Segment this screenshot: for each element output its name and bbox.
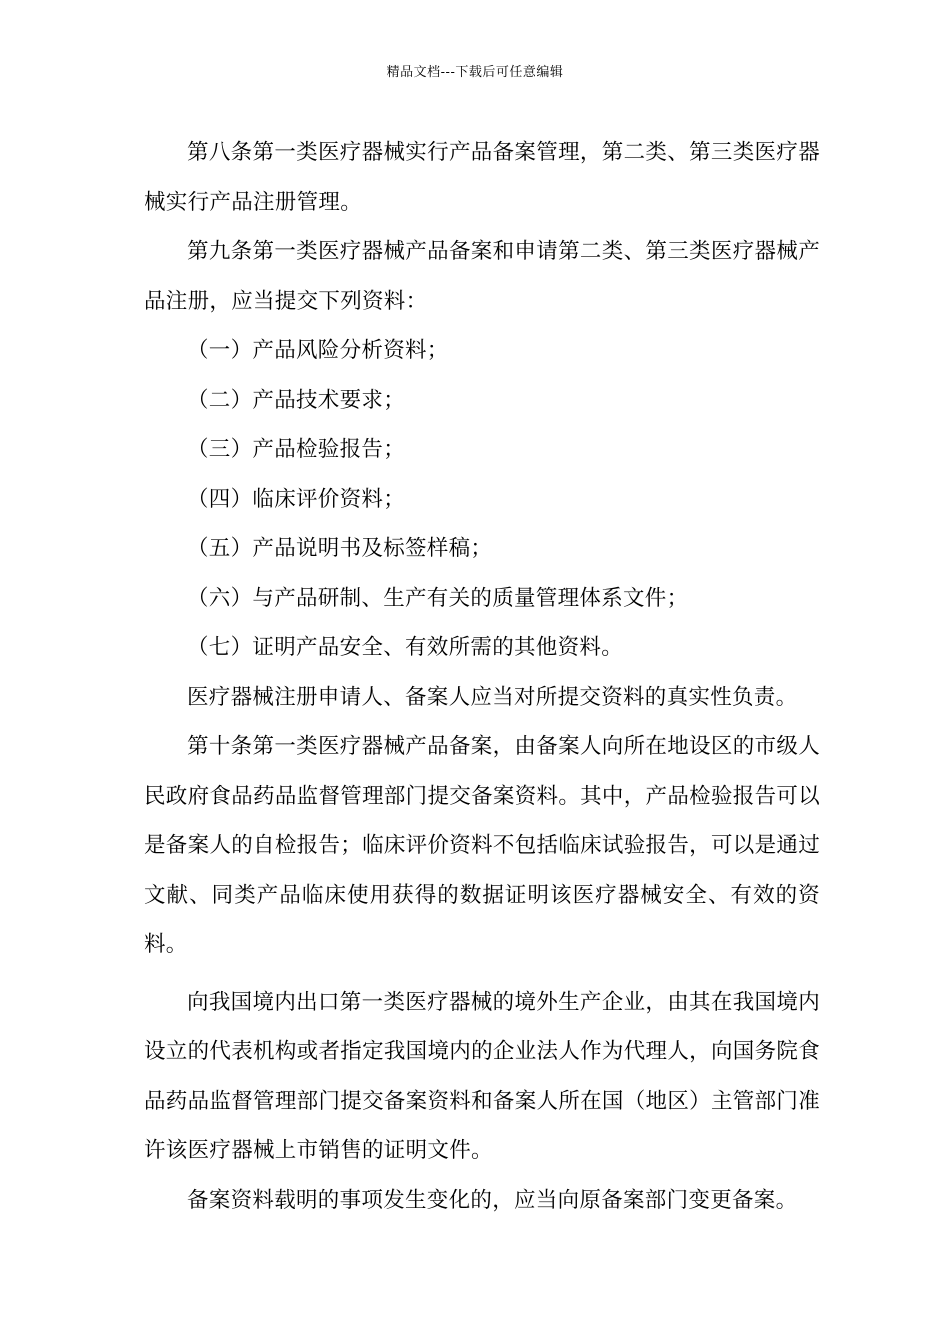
list-item-5: （五）产品说明书及标签样稿； bbox=[187, 536, 493, 561]
list-item-3: （三）产品检验报告； bbox=[187, 437, 406, 462]
paragraph-foreign-enterprise: 向我国境内出口第一类医疗器械的境外生产企业，由其在我国境内设立的代表机构或者指定我国境内的企业法人作为代理人，向国务院食品药品监督管理部门提交备案资料和备案人所在国（地区）主管部门准许该医疗器械上市销售的证明文件。 bbox=[144, 989, 820, 1163]
page-header: 精品文档---下载后可任意编辑 bbox=[386, 65, 564, 80]
paragraph-article-8: 第八条第一类医疗器械实行产品备案管理，第二类、第三类医疗器械实行产品注册管理。 bbox=[144, 140, 820, 215]
document-body bbox=[144, 128, 820, 1225]
paragraph-article-10: 第十条第一类医疗器械产品备案，由备案人向所在地设区的市级人民政府食品药品监督管理部门提交备案资料。其中，产品检验报告可以是备案人的自检报告；临床评价资料不包括临床试验报告，可以是通过文献、同类产品临床使用获得的数据证明该医疗器械安全、有效的资料。 bbox=[144, 734, 820, 957]
list-item-1: （一）产品风险分析资料； bbox=[187, 338, 449, 363]
paragraph-change-filing: 备案资料载明的事项发生变化的，应当向原备案部门变更备案。 bbox=[187, 1187, 798, 1213]
list-item-2: （二）产品技术要求； bbox=[187, 387, 406, 413]
paragraph-responsibility: 医疗器械注册申请人、备案人应当对所提交资料的真实性负责。 bbox=[187, 684, 798, 710]
paragraph-article-9: 第九条第一类医疗器械产品备案和申请第二类、第三类医疗器械产品注册，应当提交下列资料： bbox=[144, 239, 820, 314]
list-item-4: （四）临床评价资料； bbox=[187, 486, 406, 512]
list-item-6: （六）与产品研制、生产有关的质量管理体系文件； bbox=[187, 585, 689, 611]
list-item-7: （七）证明产品安全、有效所需的其他资料。 bbox=[187, 635, 624, 660]
